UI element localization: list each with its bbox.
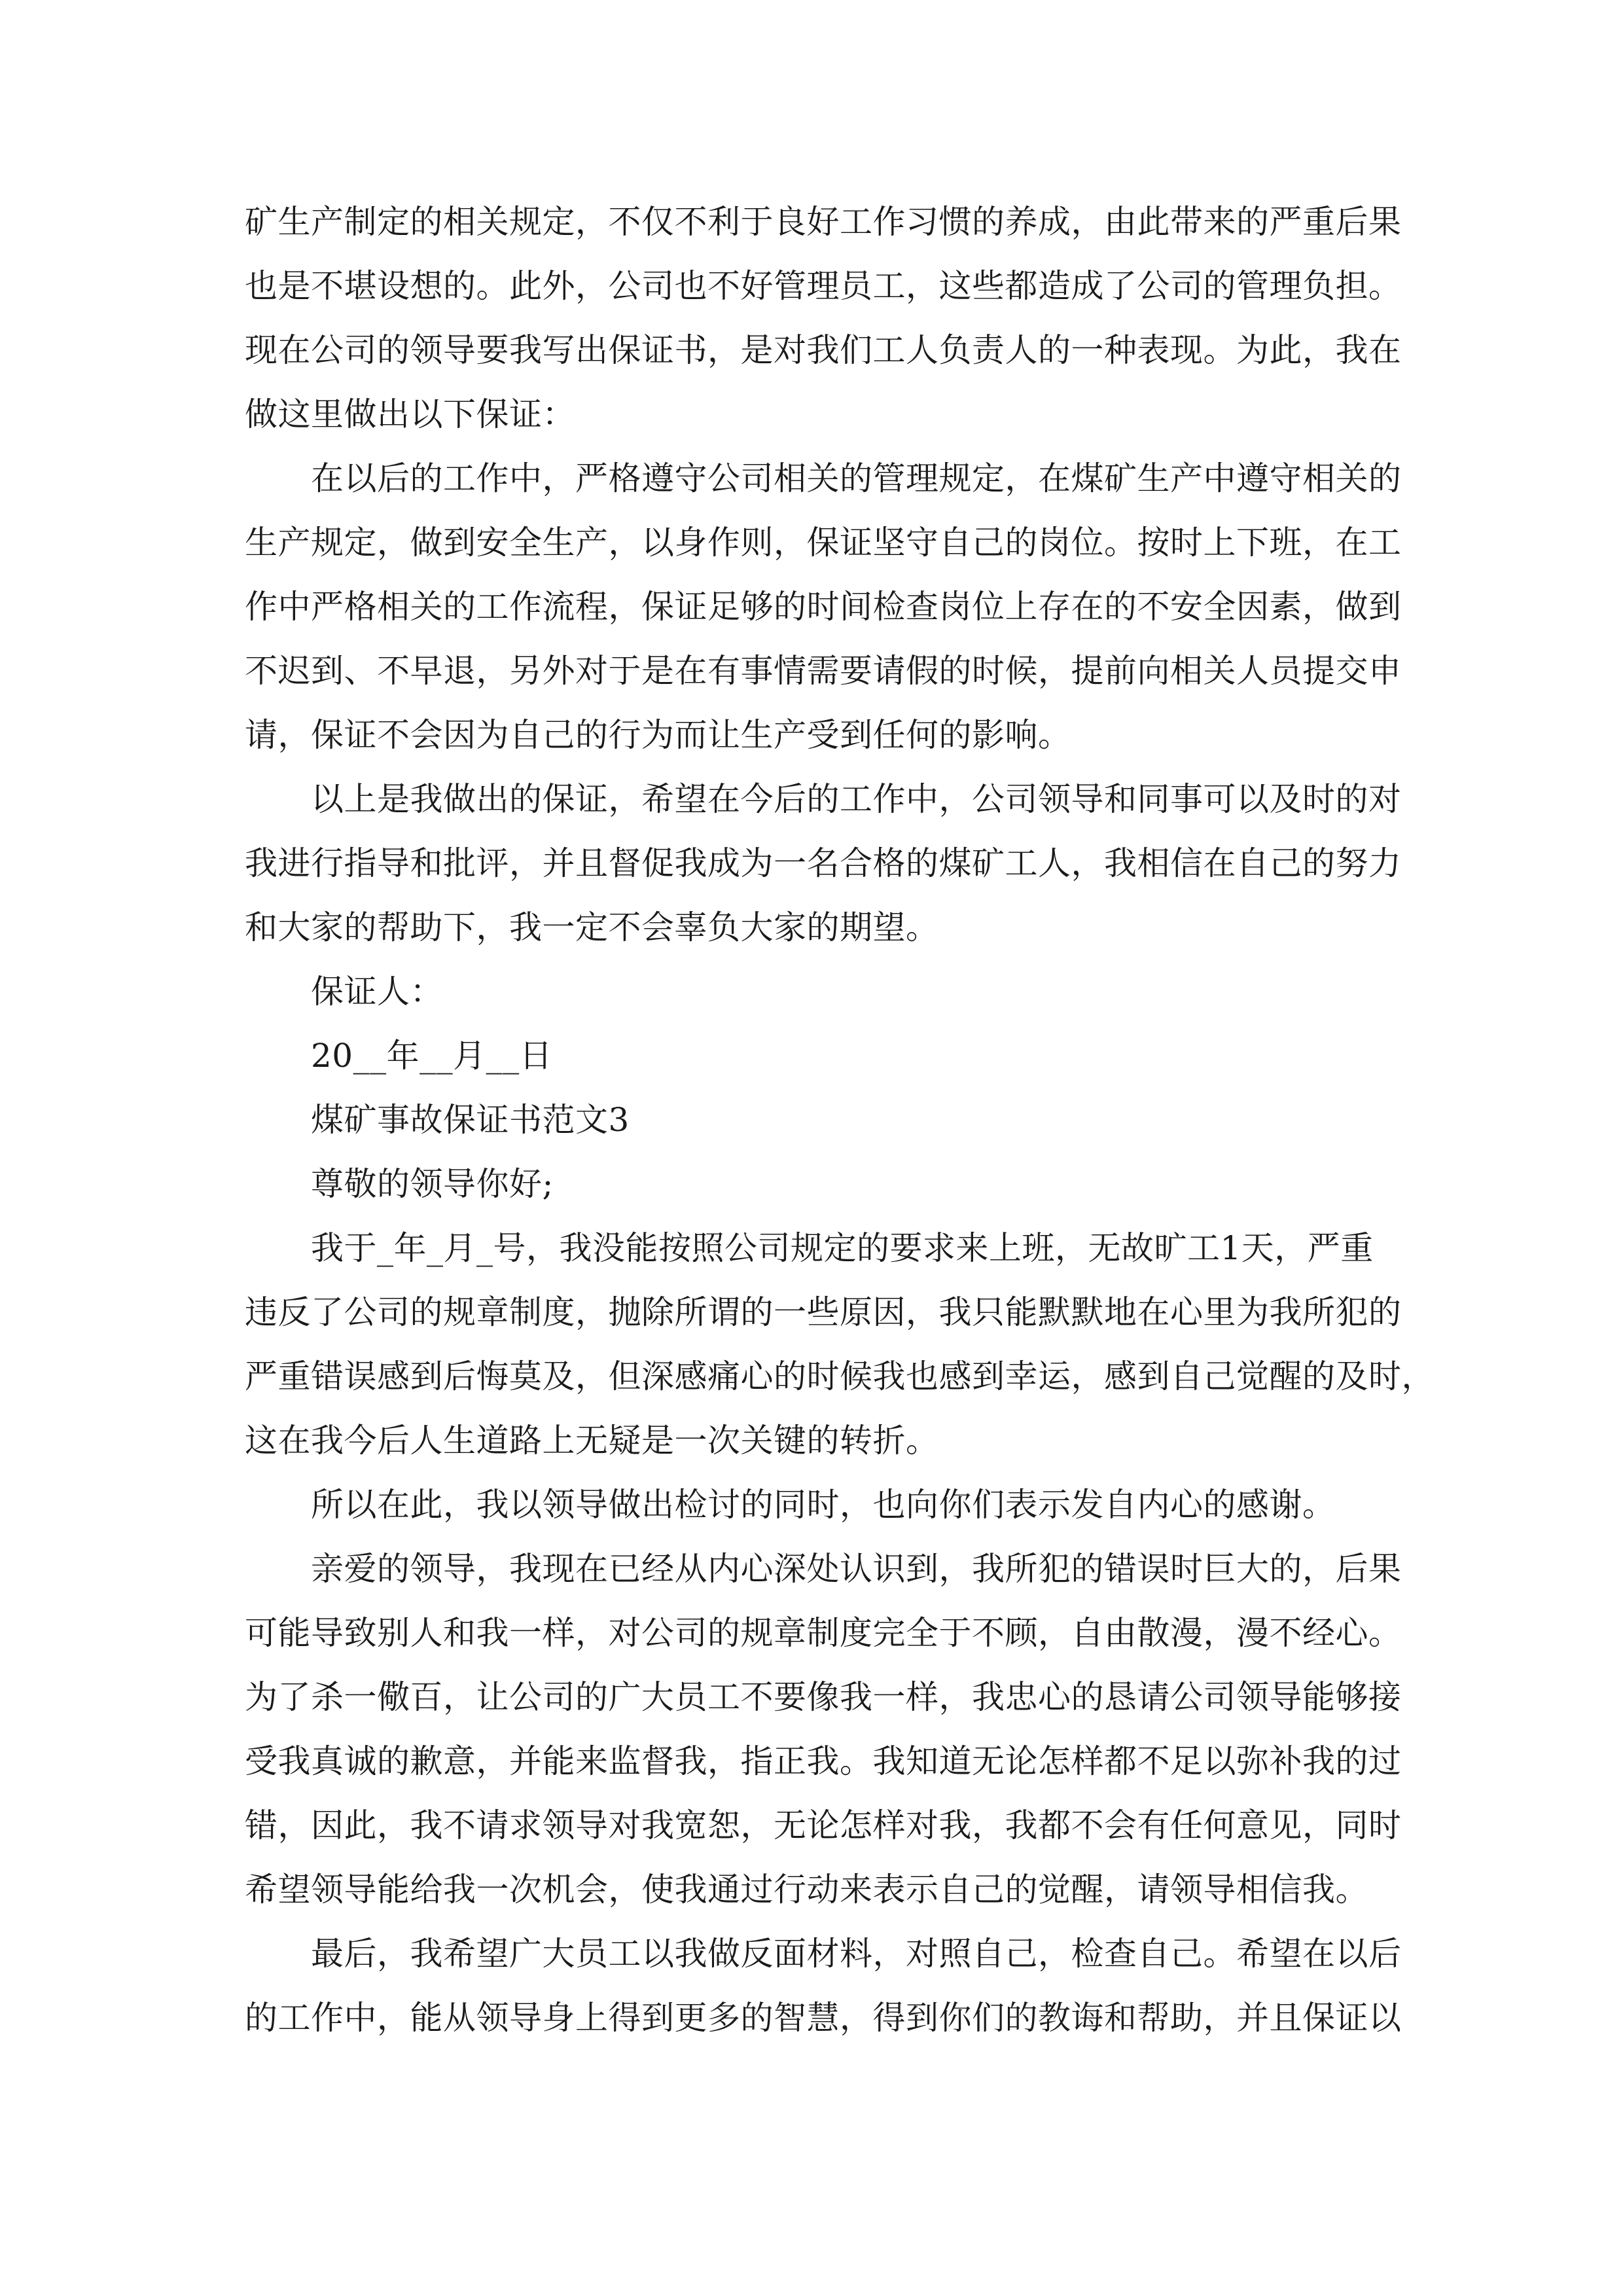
text-line: 在以后的工作中，严格遵守公司相关的管理规定，在煤矿生产中遵守相关的 <box>311 459 1402 497</box>
text-line: 做这里做出以下保证： <box>245 395 575 433</box>
text-line: 可能导致别人和我一样，对公司的规章制度完全于不顾，自由散漫，漫不经心。 <box>245 1614 1402 1652</box>
text-line: 最后，我希望广大员工以我做反面材料，对照自己，检查自己。希望在以后 <box>311 1935 1402 1973</box>
text-line: 这在我今后人生道路上无疑是一次关键的转折。 <box>245 1422 939 1460</box>
text-line: 作中严格相关的工作流程，保证足够的时间检查岗位上存在的不安全因素，做到 <box>245 588 1402 626</box>
text-line: 和大家的帮助下，我一定不会辜负大家的期望。 <box>245 908 939 946</box>
text-line: 亲爱的领导，我现在已经从内心深处认识到，我所犯的错误时巨大的，后果 <box>311 1550 1402 1588</box>
text-line: 我于_年_月_号，我没能按照公司规定的要求来上班，无故旷工1天，严重 <box>311 1229 1374 1267</box>
text-line: 矿生产制定的相关规定，不仅不利于良好工作习惯的养成，由此带来的严重后果 <box>245 203 1402 241</box>
text-line: 也是不堪设想的。此外，公司也不好管理员工，这些都造成了公司的管理负担。 <box>245 267 1402 305</box>
text-line: 现在公司的领导要我写出保证书，是对我们工人负责人的一种表现。为此，我在 <box>245 331 1402 369</box>
text-line: 受我真诚的歉意，并能来监督我，指正我。我知道无论怎样都不足以弥补我的过 <box>245 1742 1402 1780</box>
text-line: 生产规定，做到安全生产，以身作则，保证坚守自己的岗位。按时上下班，在工 <box>245 524 1402 562</box>
salutation: 尊敬的领导你好; <box>311 1165 554 1203</box>
guarantor-label: 保证人： <box>311 973 443 1011</box>
text-line: 不迟到、不早退，另外对于是在有事情需要请假的时候，提前向相关人员提交申 <box>245 652 1402 690</box>
text-line: 为了杀一儆百，让公司的广大员工不要像我一样，我忠心的恳请公司领导能够接 <box>245 1678 1402 1716</box>
text-line: 以上是我做出的保证，希望在今后的工作中，公司领导和同事可以及时的对 <box>311 780 1402 818</box>
document-body <box>245 190 1435 2050</box>
text-line: 请，保证不会因为自己的行为而让生产受到任何的影响。 <box>245 716 1071 754</box>
text-line: 的工作中，能从领导身上得到更多的智慧，得到你们的教诲和帮助，并且保证以 <box>245 1999 1402 2037</box>
section-title: 煤矿事故保证书范文3 <box>311 1101 630 1139</box>
text-line: 严重错误感到后悔莫及，但深感痛心的时候我也感到幸运，感到自己觉醒的及时， <box>245 1357 1435 1395</box>
text-line: 违反了公司的规章制度，抛除所谓的一些原因，我只能默默地在心里为我所犯的 <box>245 1293 1402 1331</box>
date-line: 20__年__月__日 <box>311 1037 553 1075</box>
text-line: 所以在此，我以领导做出检讨的同时，也向你们表示发自内心的感谢。 <box>311 1486 1336 1524</box>
text-line: 希望领导能给我一次机会，使我通过行动来表示自己的觉醒，请领导相信我。 <box>245 1871 1368 1909</box>
text-line: 错，因此，我不请求领导对我宽恕，无论怎样对我，我都不会有任何意见，同时 <box>245 1806 1402 1844</box>
text-line: 我进行指导和批评，并且督促我成为一名合格的煤矿工人，我相信在自己的努力 <box>245 844 1402 882</box>
